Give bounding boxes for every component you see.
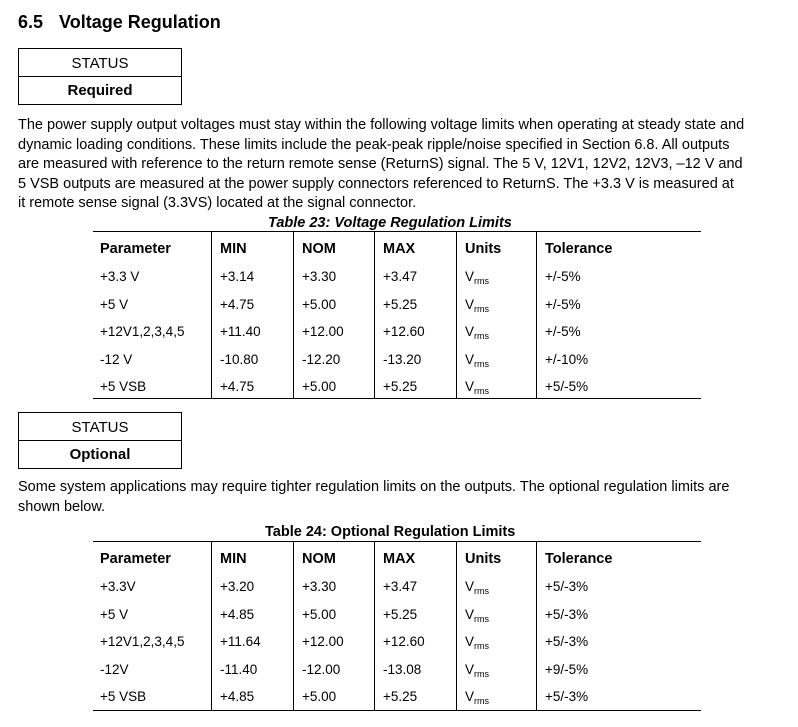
unit-subscript: rms [474, 668, 490, 679]
table-row [93, 628, 701, 656]
paragraph-line: shown below. [18, 498, 106, 515]
paragraph-line: 5 VSB outputs are measured at the power supply connectors referenced to ReturnS. The +3.3 V is measured at [18, 175, 734, 192]
table-row [93, 656, 701, 684]
table-row [93, 601, 701, 629]
unit-subscript: rms [474, 586, 490, 596]
cell-max: +5.25 [383, 606, 418, 622]
header-units: Units [465, 551, 502, 567]
header-tolerance: Tolerance [545, 551, 613, 567]
cell-parameter: +3.3V [100, 579, 136, 594]
cell-min: +4.75 [220, 379, 255, 394]
cell-nom: -12.00 [302, 661, 341, 677]
cell-min: +3.14 [220, 269, 255, 284]
cell-nom: +3.30 [302, 269, 337, 284]
header-parameter: Parameter [100, 241, 171, 257]
status-box-optional [18, 412, 182, 469]
cell-nom: +5.00 [302, 379, 337, 394]
cell-nom: +3.30 [302, 579, 337, 594]
table-24-caption: Table 24: Optional Regulation Limits [265, 524, 516, 540]
cell-units [465, 346, 489, 374]
unit-subscript: rms [474, 696, 490, 706]
status-label: STATUS [19, 49, 181, 77]
unit-symbol: V [465, 689, 475, 704]
cell-min: +4.85 [220, 606, 255, 622]
unit-symbol: V [465, 351, 475, 367]
unit-symbol: V [465, 606, 475, 622]
optional-regulation-table [93, 541, 701, 711]
table-row [93, 318, 701, 346]
header-units: Units [465, 241, 502, 257]
table-row [93, 373, 701, 401]
status-label: STATUS [19, 413, 181, 441]
table-header-row [93, 235, 701, 263]
optional-limits-paragraph [18, 478, 783, 517]
header-max: MAX [383, 551, 416, 567]
cell-max: +3.47 [383, 579, 418, 594]
unit-symbol: V [465, 634, 475, 649]
table-row [93, 263, 701, 291]
cell-parameter: +5 V [100, 606, 129, 622]
table-header-row [93, 545, 701, 573]
cell-max: +12.60 [383, 634, 425, 649]
cell-units [465, 601, 489, 629]
unit-subscript: rms [474, 358, 490, 369]
voltage-limits-paragraph [18, 116, 783, 214]
cell-tolerance: +5/-3% [545, 689, 589, 704]
cell-min: -11.40 [220, 661, 258, 677]
header-tolerance: Tolerance [545, 241, 613, 257]
table-top-rule [93, 541, 701, 542]
cell-max: +5.25 [383, 296, 418, 312]
cell-nom: +5.00 [302, 689, 337, 704]
cell-parameter: -12V [100, 661, 129, 677]
header-min: MIN [220, 241, 247, 257]
cell-parameter: +5 VSB [100, 379, 147, 394]
header-min: MIN [220, 551, 247, 567]
paragraph-line: it remote sense signal (3.3VS) located at the signal connector. [18, 195, 417, 211]
table-top-rule [93, 231, 701, 232]
cell-min: +11.64 [220, 634, 261, 649]
cell-nom: +5.00 [302, 296, 337, 312]
cell-max: +5.25 [383, 379, 418, 394]
section-number: 6.5 [18, 12, 44, 32]
unit-symbol: V [465, 324, 475, 339]
cell-parameter: +12V1,2,3,4,5 [100, 634, 185, 649]
table-row [93, 346, 701, 374]
cell-parameter: +5 V [100, 296, 129, 312]
unit-symbol: V [465, 379, 475, 394]
header-nom: NOM [302, 551, 336, 567]
unit-subscript: rms [474, 276, 490, 286]
unit-subscript: rms [474, 386, 490, 396]
cell-tolerance: +5/-3% [545, 634, 589, 649]
cell-parameter: +3.3 V [100, 269, 140, 284]
cell-min: -10.80 [220, 351, 259, 367]
cell-tolerance: +5/-5% [545, 379, 589, 394]
cell-units [465, 683, 489, 711]
cell-parameter: +12V1,2,3,4,5 [100, 324, 185, 339]
status-value: Optional [69, 446, 131, 463]
section-title: Voltage Regulation [59, 12, 221, 32]
cell-min: +4.75 [220, 296, 255, 312]
cell-max: -13.08 [383, 661, 422, 677]
header-parameter: Parameter [100, 551, 171, 567]
paragraph-line: are measured with reference to the return remote sense (ReturnS) signal. The 5 V, 12V1, 12V2, 12V3, –12 V and [18, 156, 743, 172]
unit-subscript: rms [474, 613, 490, 624]
cell-max: +3.47 [383, 269, 418, 284]
cell-tolerance: +/-5% [545, 324, 581, 339]
cell-units [465, 628, 489, 656]
voltage-regulation-table [93, 231, 701, 399]
cell-tolerance: +/-10% [545, 351, 589, 367]
cell-units [465, 263, 489, 291]
status-value: Required [67, 82, 133, 99]
unit-symbol: V [465, 579, 475, 594]
table-row [93, 573, 701, 601]
unit-subscript: rms [474, 331, 490, 341]
cell-max: +12.60 [383, 324, 425, 339]
cell-parameter: -12 V [100, 351, 133, 367]
cell-nom: +5.00 [302, 606, 337, 622]
unit-symbol: V [465, 661, 475, 677]
unit-symbol: V [465, 269, 475, 284]
cell-tolerance: +9/-5% [545, 661, 589, 677]
cell-tolerance: +5/-3% [545, 606, 589, 622]
cell-parameter: +5 VSB [100, 689, 147, 704]
table-row [93, 683, 701, 711]
paragraph-line: The power supply output voltages must stay within the following voltage limits when operating at steady state and [18, 117, 745, 133]
header-max: MAX [383, 241, 416, 257]
cell-units [465, 573, 489, 601]
cell-max: +5.25 [383, 689, 418, 704]
cell-tolerance: +5/-3% [545, 579, 589, 594]
cell-units [465, 318, 489, 346]
paragraph-line: Some system applications may require tighter regulation limits on the outputs. The optional regulation limits are [18, 479, 730, 495]
unit-subscript: rms [474, 303, 490, 314]
cell-nom: +12.00 [302, 634, 344, 649]
table-23-caption: Table 23: Voltage Regulation Limits [268, 215, 512, 231]
unit-subscript: rms [474, 641, 490, 651]
cell-min: +4.85 [220, 689, 255, 704]
status-box-required [18, 48, 182, 105]
cell-max: -13.20 [383, 351, 422, 367]
cell-units [465, 291, 489, 319]
cell-nom: +12.00 [302, 324, 344, 339]
unit-symbol: V [465, 296, 475, 312]
cell-tolerance: +/-5% [545, 296, 581, 312]
table-row [93, 291, 701, 319]
cell-units [465, 656, 489, 684]
paragraph-line: dynamic loading conditions. These limits include the peak-peak ripple/noise specified in Section 6.8. All outputs [18, 136, 730, 153]
cell-min: +3.20 [220, 579, 255, 594]
section-heading [18, 12, 221, 33]
cell-units [465, 373, 489, 401]
cell-tolerance: +/-5% [545, 269, 581, 284]
cell-min: +11.40 [220, 324, 261, 339]
cell-nom: -12.20 [302, 351, 341, 367]
header-nom: NOM [302, 241, 336, 257]
